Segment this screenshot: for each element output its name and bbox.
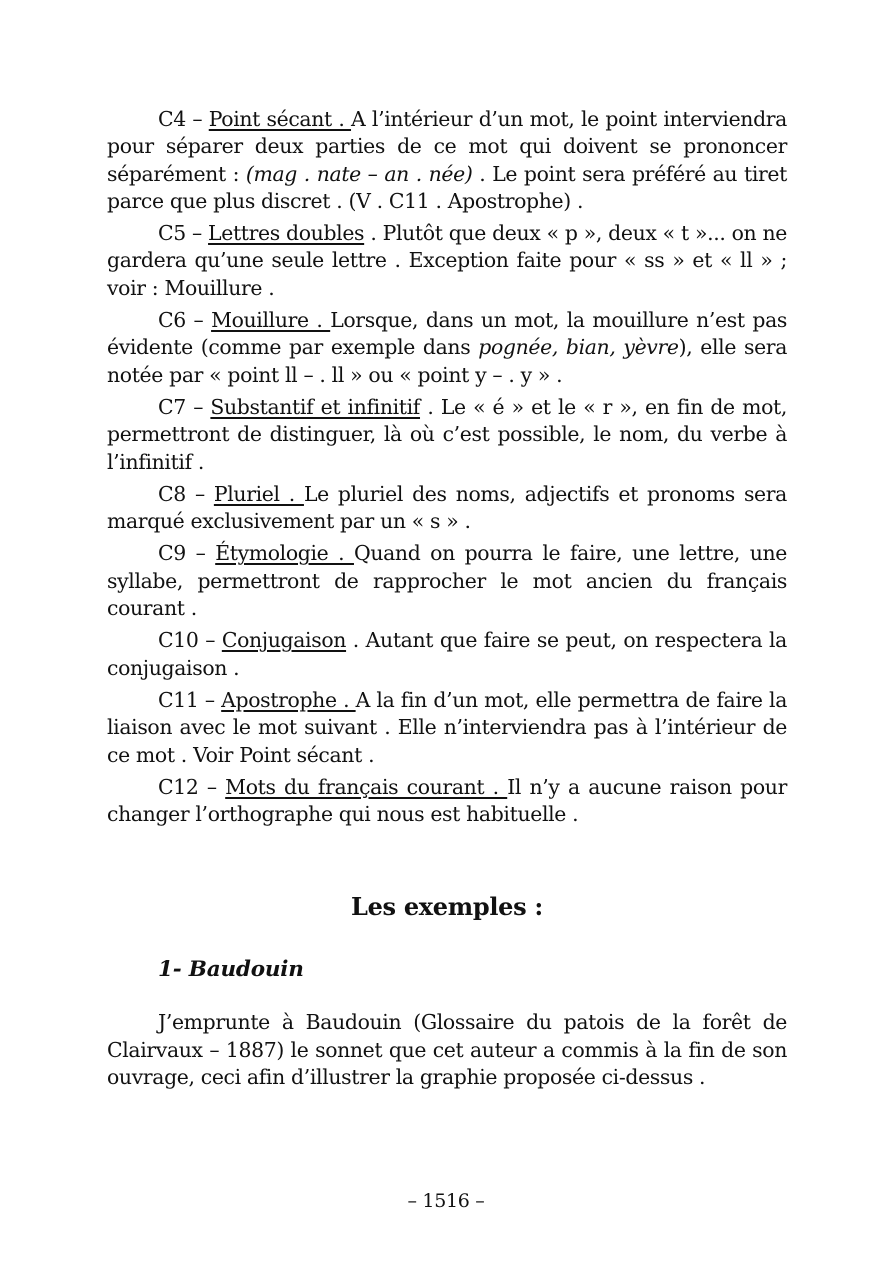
page-number: – 1516 – xyxy=(407,1190,485,1212)
rule-title: Étymologie . xyxy=(215,541,354,566)
rule-paragraph xyxy=(107,687,787,769)
rule-number: C10 – xyxy=(158,628,222,653)
rule-title: Substantif et infinitif xyxy=(210,394,421,419)
rule-paragraph xyxy=(107,307,787,389)
rule-text: A l’intérieur d’un mot, le point interviendra pour séparer deux parties de ce mot qui doivent se prononcer séparément : xyxy=(107,107,787,186)
rule-paragraph xyxy=(107,481,787,536)
rule-number: C8 – xyxy=(158,481,214,506)
rule-paragraph xyxy=(107,627,787,682)
rule-title: Mouillure . xyxy=(211,308,331,333)
rule-title: Mots du français courant . xyxy=(225,774,508,799)
rules-list xyxy=(107,106,787,828)
section-title: Les exemples : xyxy=(351,892,543,922)
rule-text: . Autant que faire se peut, on respectera la conjugaison . xyxy=(107,628,787,680)
rule-text: . Le « é » et le « r », en fin de mot, permettront de distinguer, là où c’est possible, le nom, du verbe à l’infinitif . xyxy=(107,394,787,474)
rule-example-text: (mag . nate – an . née) xyxy=(245,161,473,186)
rule-title: Pluriel . xyxy=(213,481,304,506)
rule-number: C7 – xyxy=(158,394,211,419)
rule-paragraph xyxy=(107,106,787,215)
rule-number: C4 – xyxy=(158,107,209,131)
example-title: 1- Baudouin xyxy=(158,957,304,983)
rule-title: Conjugaison xyxy=(221,628,347,653)
page-body xyxy=(107,106,787,1091)
rule-text: A la fin d’un mot, elle permettra de faire la liaison avec le mot suivant . Elle n’interviendra pas à l’intérieur de ce mot . Voir Point sécant . xyxy=(107,687,787,767)
rule-number: C5 – xyxy=(158,221,209,246)
rule-title: Point sécant . xyxy=(208,107,352,131)
rule-paragraph xyxy=(107,220,787,302)
rule-number: C6 – xyxy=(158,308,212,333)
rule-example-text: pognée, bian, yèvre xyxy=(478,335,679,360)
rule-title: Apostrophe . xyxy=(221,687,356,712)
rule-text: Quand on pourra le faire, une lettre, une syllabe, permettront de rapprocher le mot ancien du français courant . xyxy=(107,541,788,621)
rule-number: C11 – xyxy=(158,687,222,712)
rule-number: C9 – xyxy=(158,541,216,566)
rule-text: Il n’y a aucune raison pour changer l’orthographe qui nous est habituelle . xyxy=(107,774,787,827)
rule-text: . Le point sera préféré au tiret parce que plus discret . (V . C11 . Apostrophe) . xyxy=(107,161,787,213)
rule-paragraph xyxy=(107,540,787,622)
rule-text: Lorsque, dans un mot, la mouillure n’est pas évidente (comme par exemple dans xyxy=(107,308,787,360)
rule-paragraph xyxy=(107,394,787,476)
rule-text: Le pluriel des noms, adjectifs et pronoms sera marqué exclusivement par un « s » . xyxy=(107,481,787,534)
rule-number: C12 – xyxy=(158,774,226,799)
rule-text: . Plutôt que deux « p », deux « t »... on ne gardera qu’une seule lettre . Exception faite pour « ss » et « ll » ; voir : Mouillure . xyxy=(107,221,787,300)
rule-title: Lettres doubles xyxy=(208,221,365,246)
intro-paragraph: J’emprunte à Baudouin (Glossaire du patois de la forêt de Clairvaux – 1887) le sonnet que cet auteur a commis à la fin de son ouvrage, ceci afin d’illustrer la graphie proposée ci-dessus . xyxy=(107,1010,787,1090)
rule-text: ), elle sera notée par « point ll – . ll » ou « point y – . y » . xyxy=(107,335,788,387)
rule-paragraph xyxy=(107,774,787,829)
